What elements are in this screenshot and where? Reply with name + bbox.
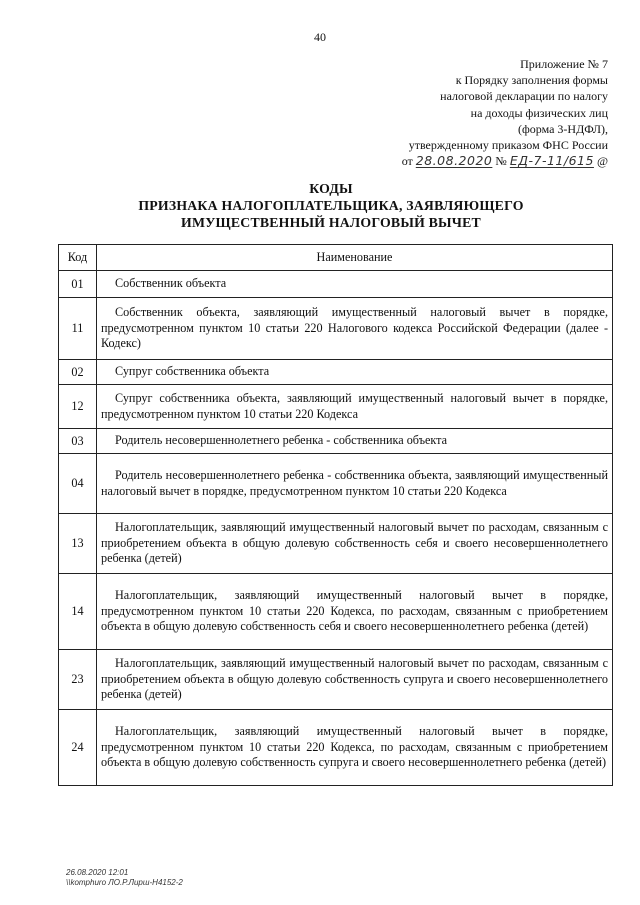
row-name: Налогоплательщик, заявляющий имущественный налоговый вычет в порядке, предусмотренном пунктом 10 статьи 220 Кодекса, по расходам, связанным с приобретением объекта в общую долевую собственность себя и своего несовершеннолетнего ребенка (детей)	[97, 574, 613, 650]
table-row	[59, 360, 613, 385]
order-number: ЕД-7-11/615	[509, 153, 594, 169]
appendix-line: (форма 3-НДФЛ),	[518, 121, 608, 136]
row-code: 14	[59, 574, 97, 650]
table-row	[59, 514, 613, 574]
table-row	[59, 650, 613, 710]
order-date: 28.08.2020	[415, 153, 493, 169]
order-line	[278, 153, 608, 169]
row-name: Супруг собственника объекта, заявляющий имущественный налоговый вычет в порядке, предусмотренном пунктом 10 статьи 220 Кодекса	[97, 385, 613, 429]
order-suffix: @	[596, 154, 608, 169]
order-prefix: от	[401, 154, 413, 169]
appendix-line: налоговой декларации по налогу	[440, 89, 608, 104]
appendix-line: на доходы физических лиц	[470, 105, 608, 120]
row-name: Родитель несовершеннолетнего ребенка - собственника объекта, заявляющий имущественный налоговый вычет в порядке, предусмотренном пунктом 10 статьи 220 Кодекса	[97, 454, 613, 514]
codes-table	[58, 244, 613, 786]
footer-stamp	[66, 868, 183, 888]
row-code: 04	[59, 454, 97, 514]
table-row	[59, 271, 613, 298]
title-line: КОДЫ	[309, 181, 353, 196]
appendix-line: Приложение № 7	[520, 57, 608, 71]
page-number: 40	[314, 30, 326, 44]
header-code: Код	[59, 245, 97, 271]
table-row	[59, 454, 613, 514]
row-code: 24	[59, 710, 97, 786]
row-code: 23	[59, 650, 97, 710]
row-code: 02	[59, 360, 97, 385]
row-name: Налогоплательщик, заявляющий имущественный налоговый вычет в порядке, предусмотренном пунктом 10 статьи 220 Кодекса, по расходам, связанным с приобретением объекта в общую долевую собственность супруга и своего несовершеннолетнего ребенка (детей)	[97, 710, 613, 786]
row-name: Собственник объекта	[97, 271, 613, 298]
row-code: 13	[59, 514, 97, 574]
document-title	[0, 180, 640, 231]
row-name: Собственник объекта, заявляющий имущественный налоговый вычет в порядке, предусмотренном пунктом 10 статьи 220 Налогового кодекса Российской Федерации (далее - Кодекс)	[97, 298, 613, 360]
table-row	[59, 429, 613, 454]
table-row	[59, 298, 613, 360]
row-code: 12	[59, 385, 97, 429]
row-code: 11	[59, 298, 97, 360]
appendix-block	[278, 56, 608, 169]
row-name: Налогоплательщик, заявляющий имущественный налоговый вычет по расходам, связанным с приобретением объекта в общую долевую собственность себя и своего несовершеннолетнего ребенка (детей)	[97, 514, 613, 574]
header-name: Наименование	[97, 245, 613, 271]
appendix-line: к Порядку заполнения формы	[455, 73, 608, 88]
appendix-line: утвержденному приказом ФНС России	[408, 138, 608, 153]
footer-line: 26.08.2020 12:01	[66, 868, 129, 877]
row-name: Родитель несовершеннолетнего ребенка - собственника объекта	[97, 429, 613, 454]
row-code: 03	[59, 429, 97, 454]
title-line: ПРИЗНАКА НАЛОГОПЛАТЕЛЬЩИКА, ЗАЯВЛЯЮЩЕГО	[138, 198, 524, 213]
row-name: Супруг собственника объекта	[97, 360, 613, 385]
table-row	[59, 385, 613, 429]
row-code: 01	[59, 271, 97, 298]
title-line: ИМУЩЕСТВЕННЫЙ НАЛОГОВЫЙ ВЫЧЕТ	[181, 215, 481, 230]
order-number-sign: №	[495, 154, 507, 169]
table-row	[59, 710, 613, 786]
row-name: Налогоплательщик, заявляющий имущественный налоговый вычет по расходам, связанным с приобретением объекта в общую долевую собственность супруга и своего несовершеннолетнего ребенка (детей)	[97, 650, 613, 710]
table-row	[59, 574, 613, 650]
table-header-row	[59, 245, 613, 271]
footer-line: \\komphuro ЛО.Р.Лирш-Н4152-2	[66, 878, 183, 887]
